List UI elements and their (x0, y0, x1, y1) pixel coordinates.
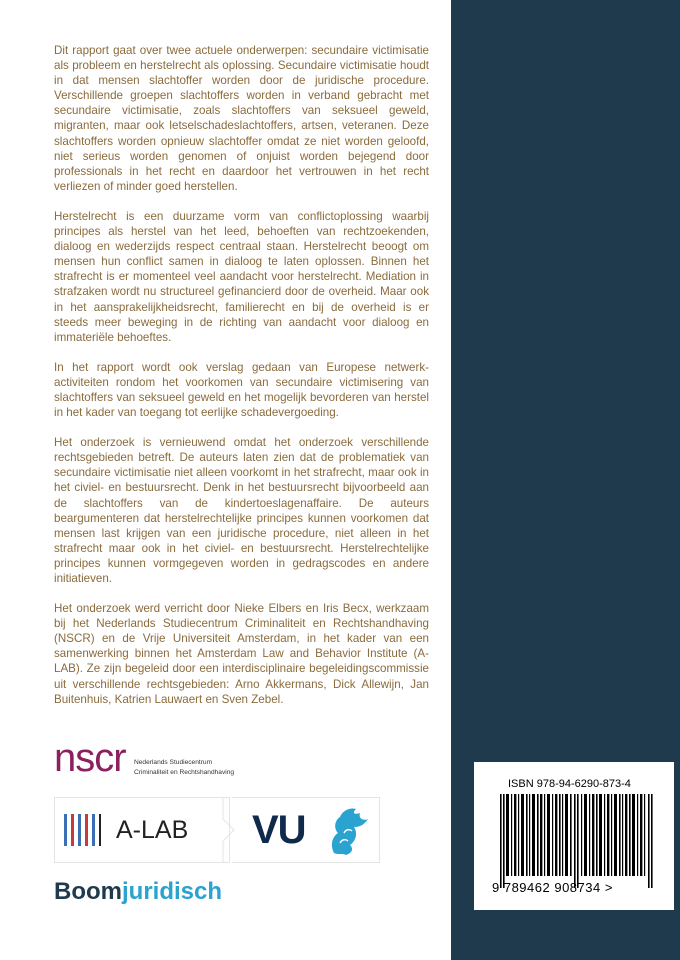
nscr-subtitle-line-2: Criminaliteit en Rechtshandhaving (134, 769, 235, 776)
boom-wordmark-part-1: Boom (54, 878, 122, 905)
vu-wordmark: VU (252, 808, 306, 852)
blurb-paragraph-2: Herstelrecht is een duurzame vorm van conflictoplossing waarbij principes als herstel van het leed, behoeften van rechtzoekenden, dialoog en wederzijds respect centraal staan. Herstelrecht beoogt om mensen hun conflict samen in dialoog te laten oplossen. Binnen het strafrecht is er momenteel veel aandacht voor herstelrecht. Mediation in strafzaken wordt nu structureel gefinancierd door de overheid. Maar ook in het aansprakelijkheidsrecht, familierecht en bij de overheid is er steeds meer beweging in de richting van aandacht voor dialoog en immateriële behoeftes. (54, 209, 429, 344)
boom-juridisch-logo (54, 875, 222, 909)
nscr-logo (54, 738, 274, 784)
alab-wordmark: A-LAB (116, 816, 189, 844)
blurb-paragraph-1: Dit rapport gaat over twee actuele onderwerpen: secundaire victimisatie als probleem en herstelrecht als oplossing. Secundaire victimisatie houdt in dat mensen slachtoffer worden door de juridische procedure. Verschillende groepen slachtoffers worden in verband gebracht met secundaire victimisatie, zoals slachtoffers van seksueel geweld, migranten, maar ook letselschadeslachtoffers, artsen, veteranen. Deze slachtoffers worden opnieuw slachtoffer omdat ze niet worden geloofd, niet serieus worden genomen of onjuist worden bejegend door professionals in het recht en daardoor het vertrouwen in het recht verliezen of minder goed herstellen. (54, 44, 429, 193)
logo-divider-chevron-icon (222, 797, 236, 863)
vu-logo (232, 797, 380, 863)
boom-wordmark-part-2: juridisch (122, 878, 223, 905)
barcode-digits: 9 789462 908734 > (492, 880, 613, 895)
blurb-paragraph-5: Het onderzoek werd verricht door Nieke Elbers en Iris Becx, werkzaam bij het Nederlands Studiecentrum Criminaliteit en Rechtshandhaving (NSCR) en de Vrije Universiteit Amsterdam, in het kader van een samenwerking binnen het Amsterdam Law and Behavior Institute (A-LAB). Ze zijn begeleid door een interdisciplinaire begeleidingscommissie uit verschillende rechtsgebieden: Arno Akkermans, Dick Allewijn, Jan Buitenhuis, Katrien Lauwaert en Sven Zebel. (54, 602, 429, 706)
nscr-subtitle-line-1: Nederlands Studiecentrum (134, 759, 213, 766)
nscr-subtitle (134, 758, 234, 778)
alab-logo (54, 797, 234, 863)
nscr-wordmark: nscr (54, 736, 126, 780)
blurb-paragraph-3: In het rapport wordt ook verslag gedaan van Europese netwerkactiviteiten rondom het voorkomen van secundaire victimisering van slachtoffers van seksueel geweld en het mogelijk bevorderen van herstel in het kader van toegang tot eerlijke schadevergoeding. (54, 360, 429, 420)
blurb-text (54, 43, 429, 722)
barcode-icon (500, 794, 656, 888)
isbn-barcode-panel (474, 762, 674, 910)
isbn-label: ISBN 978-94-6290-873-4 (508, 778, 631, 790)
blurb-paragraph-4: Het onderzoek is vernieuwend omdat het onderzoek verschillende rechtsgebieden betreft. De auteurs laten zien dat de problematiek van secundaire victimisatie niet alleen voorkomt in het strafrecht, maar ook in het civiel- en bestuursrecht. Denk in het bestuursrecht bijvoorbeeld aan de slachtoffers van de kindertoeslagenaffaire. De auteurs beargumenteren dat herstelrechtelijke principes kunnen voorkomen dat mensen last krijgen van een juridische procedure, niet alleen in het strafrecht maar ook in het civiel- en bestuursrecht. Herstelrechtelijke principes kunnen vormgegeven worden in gedragscodes en andere initiatieven. (54, 436, 429, 585)
griffin-icon (320, 803, 372, 857)
